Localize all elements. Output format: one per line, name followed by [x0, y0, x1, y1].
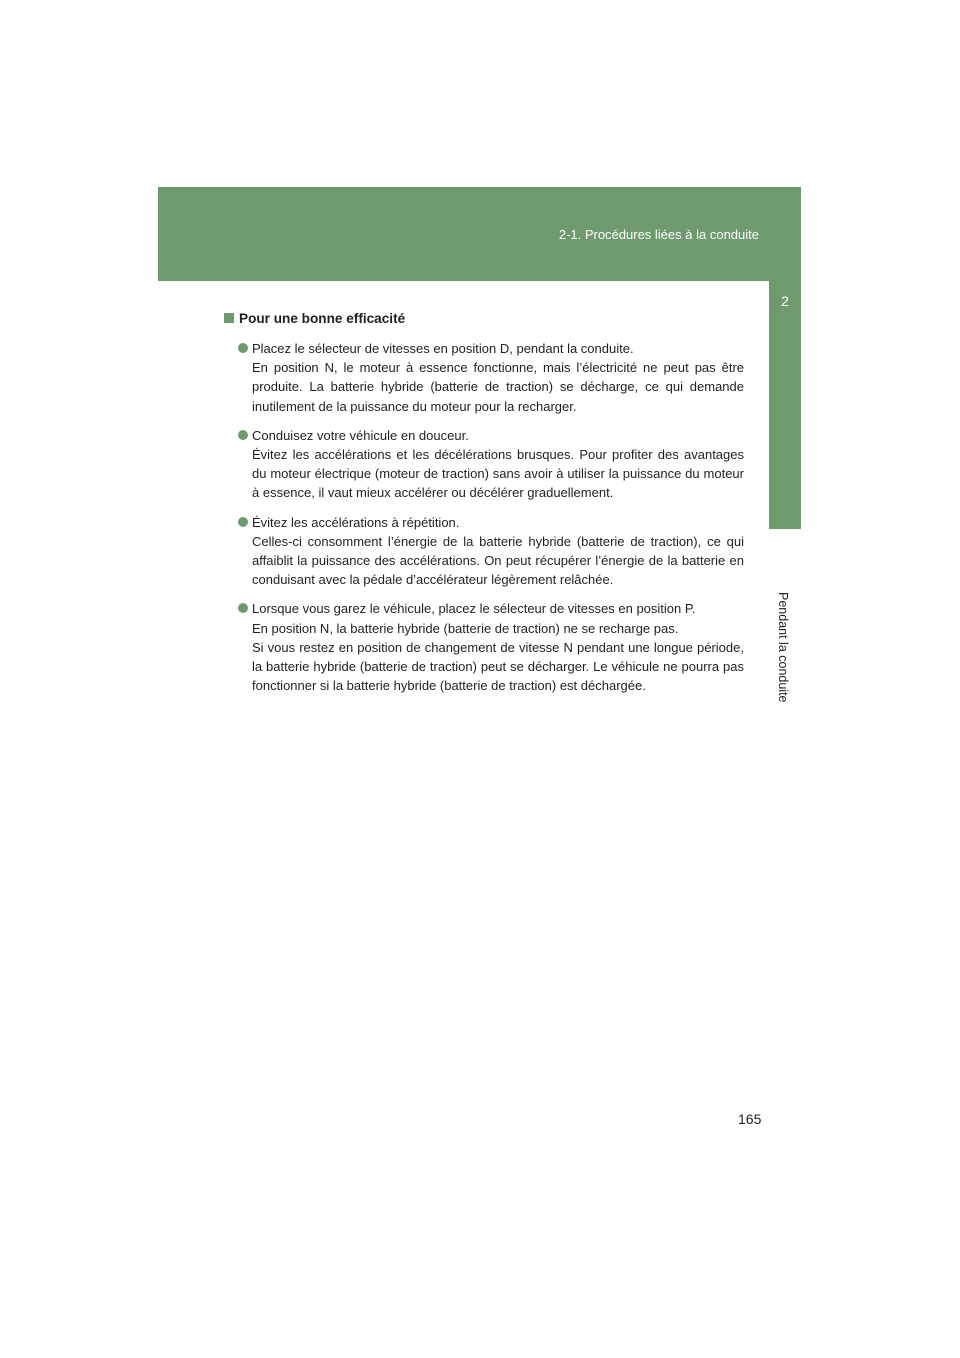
list-item: [224, 426, 744, 503]
bullet-lead: Évitez les accélérations à répétition.: [252, 514, 460, 530]
bullet-lead: Placez le sélecteur de vitesses en position D, pendant la conduite.: [252, 341, 634, 356]
chapter-label: Pendant la conduite: [776, 592, 790, 703]
chapter-number: 2: [781, 293, 789, 309]
chapter-header-band: [158, 187, 801, 281]
chapter-side-tab: [769, 281, 801, 529]
bullet-text: Celles-ci consomment l’énergie de la batterie hybride (batterie de traction), ce qui affaiblit la puissance des accélérations. On peut récupérer l’énergie de la batterie en conduisant avec la pédale d’accélérateur légèrement relâchée.: [252, 533, 744, 588]
bullet-lead: Conduisez votre véhicule en douceur.: [252, 427, 469, 443]
round-bullet-icon: [238, 430, 248, 440]
section-heading: [224, 309, 744, 328]
list-item: [224, 339, 744, 416]
bullet-text: En position N, le moteur à essence fonctionne, mais l’électricité ne peut pas être produite. La batterie hybride (batterie de traction) se décharge, ce qui demande inutilement de la puissance du moteur pour la recharger.: [252, 360, 744, 414]
bullet-text-continued: Si vous restez en position de changement de vitesse N pendant une longue période, la batterie hybride (batterie de traction) peut se décharger. Le véhicule ne pourra pas fonctionner si la batterie hybride (batterie de traction) est déchargée.: [252, 639, 744, 694]
bullet-lead: Lorsque vous garez le véhicule, placez le sélecteur de vitesses en position P.: [252, 601, 696, 617]
list-item: [224, 513, 744, 590]
bullet-text: Évitez les accélérations et les décélérations brusques. Pour profiter des avantages du moteur électrique (moteur de traction) sans avoir à utiliser la puissance du moteur à essence, il vaut mieux accélérer ou décélérer graduellement.: [252, 447, 744, 501]
square-bullet-icon: [224, 313, 234, 323]
round-bullet-icon: [238, 603, 248, 613]
list-item: [224, 599, 744, 695]
round-bullet-icon: [238, 343, 248, 353]
main-content: [224, 309, 744, 705]
bullet-text: En position N, la batterie hybride (batterie de traction) ne se recharge pas.: [252, 620, 679, 636]
round-bullet-icon: [238, 517, 248, 527]
section-title: 2-1. Procédures liées à la conduite: [558, 227, 759, 242]
section-heading-text: Pour une bonne efficacité: [239, 311, 406, 326]
page-number: 165: [738, 1111, 762, 1127]
